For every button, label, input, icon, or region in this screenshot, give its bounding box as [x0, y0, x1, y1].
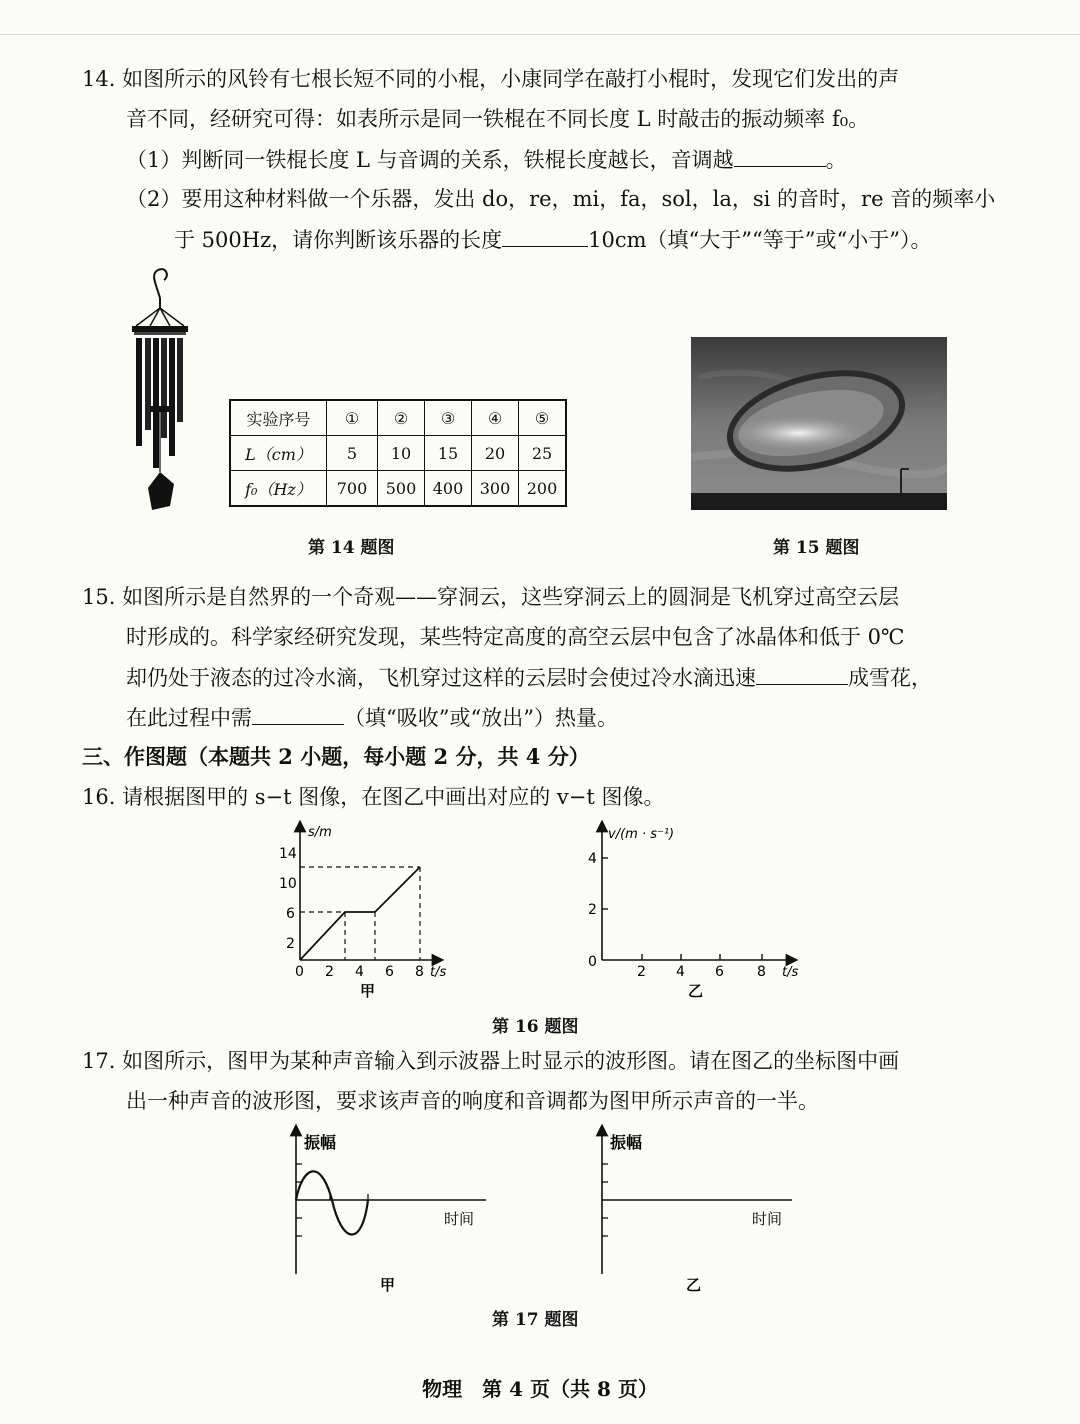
s-t-line	[300, 867, 420, 960]
q16-caption: 第 16 题图	[492, 1017, 579, 1037]
y-tick-label: 2	[286, 936, 295, 952]
q16-graph-b	[580, 818, 820, 1002]
q14-sub2-line1: （2）要用这种材料做一个乐器，发出 do，re，mi，fa，sol，la，si 的音时，re 音的频率小	[126, 187, 996, 211]
table-row: L（cm） 5 10 15 20 25	[230, 436, 566, 471]
y-axis-label: v/(m · s⁻¹)	[608, 827, 675, 842]
q14-line2: 音不同，经研究可得：如表所示是同一铁棍在不同长度 L 时敲击的振动频率 f₀。	[126, 107, 870, 131]
graph-name: 乙	[686, 1276, 702, 1294]
q15-line4: 在此过程中需 （填“吸收”或“放出”）热量。	[126, 702, 618, 733]
q15-caption: 第 15 题图	[773, 538, 860, 558]
q14-data-table	[229, 399, 567, 507]
q14-number: 14.	[82, 67, 116, 91]
y-tick-label: 6	[286, 906, 295, 922]
x-tick-label: 6	[385, 964, 394, 980]
x-axis-label: 时间	[444, 1210, 475, 1228]
q14-line1: 14. 如图所示的风铃有七根长短不同的小棍，小康同学在敲打小棍时，发现它们发出的声	[82, 64, 899, 94]
q16-graph-a	[270, 818, 470, 1002]
y-axis-label: 振幅	[610, 1133, 643, 1152]
q15-line2: 时形成的。科学家经研究发现，某些特定高度的高空云层中包含了冰晶体和低于 0℃	[126, 625, 905, 649]
q17-line1: 17. 如图所示，图甲为某种声音输入到示波器上时显示的波形图。请在图乙的坐标图中画	[82, 1046, 899, 1076]
q17-number: 17.	[82, 1049, 116, 1073]
y-tick-label: 2	[588, 902, 597, 918]
answer-blank[interactable]	[756, 662, 848, 685]
x-tick-label: 8	[415, 964, 424, 980]
x-axis-label: t/s	[782, 965, 799, 980]
hole-punch-cloud-photo	[691, 337, 947, 510]
q17-graph-b	[586, 1124, 806, 1296]
wind-chime-illustration	[126, 266, 198, 518]
x-axis-label: t/s	[430, 965, 447, 980]
q14-caption: 第 14 题图	[308, 538, 395, 558]
x-tick-label: 8	[757, 964, 766, 980]
y-tick-label: 4	[588, 851, 597, 867]
q15-line3: 却仍处于液态的过冷水滴，飞机穿过这样的云层时会使过冷水滴迅速 成雪花，	[126, 662, 932, 693]
table-row: 实验序号 ① ② ③ ④ ⑤	[230, 400, 566, 436]
q14-sub1: （1）判断同一铁棍长度 L 与音调的关系，铁棍长度越长，音调越 。	[126, 144, 847, 175]
y-axis-label: s/m	[308, 825, 332, 840]
x-tick-label: 4	[676, 964, 685, 980]
q14-sub2-line2: 于 500Hz，请你判断该乐器的长度 10cm（填“大于”“等于”或“小于”）。	[174, 224, 931, 255]
y-tick-label: 0	[588, 954, 597, 970]
table-row: f₀（Hz） 700 500 400 300 200	[230, 471, 566, 507]
q17-line2: 出一种声音的波形图，要求该声音的响度和音调都为图甲所示声音的一半。	[126, 1089, 819, 1113]
x-tick-label: 6	[715, 964, 724, 980]
q16-line1: 16. 请根据图甲的 s−t 图像，在图乙中画出对应的 v−t 图像。	[82, 782, 665, 812]
answer-blank[interactable]	[502, 224, 588, 247]
graph-name: 乙	[688, 982, 704, 1000]
section-3-title: 三、作图题（本题共 2 小题，每小题 2 分，共 4 分）	[82, 744, 590, 769]
q17-graph-a	[280, 1124, 500, 1296]
q15-line1: 15. 如图所示是自然界的一个奇观——穿洞云，这些穿洞云上的圆洞是飞机穿过高空云层	[82, 582, 899, 612]
x-tick-label: 2	[325, 964, 334, 980]
y-tick-label: 10	[279, 876, 297, 892]
q16-number: 16.	[82, 785, 116, 809]
y-axis-label: 振幅	[304, 1133, 337, 1152]
y-tick-label: 14	[279, 846, 297, 862]
x-tick-label: 4	[355, 964, 364, 980]
answer-blank[interactable]	[734, 144, 826, 167]
x-axis-label: 时间	[752, 1210, 783, 1228]
graph-name: 甲	[380, 1276, 396, 1294]
top-divider	[0, 34, 1080, 35]
q17-caption: 第 17 题图	[492, 1310, 579, 1330]
x-tick-label: 2	[637, 964, 646, 980]
graph-name: 甲	[360, 982, 376, 1000]
q15-number: 15.	[82, 585, 116, 609]
page-footer: 物理 第 4 页（共 8 页）	[422, 1377, 658, 1401]
x-tick-label: 0	[295, 964, 304, 980]
waveform	[296, 1171, 368, 1234]
answer-blank[interactable]	[252, 702, 344, 725]
